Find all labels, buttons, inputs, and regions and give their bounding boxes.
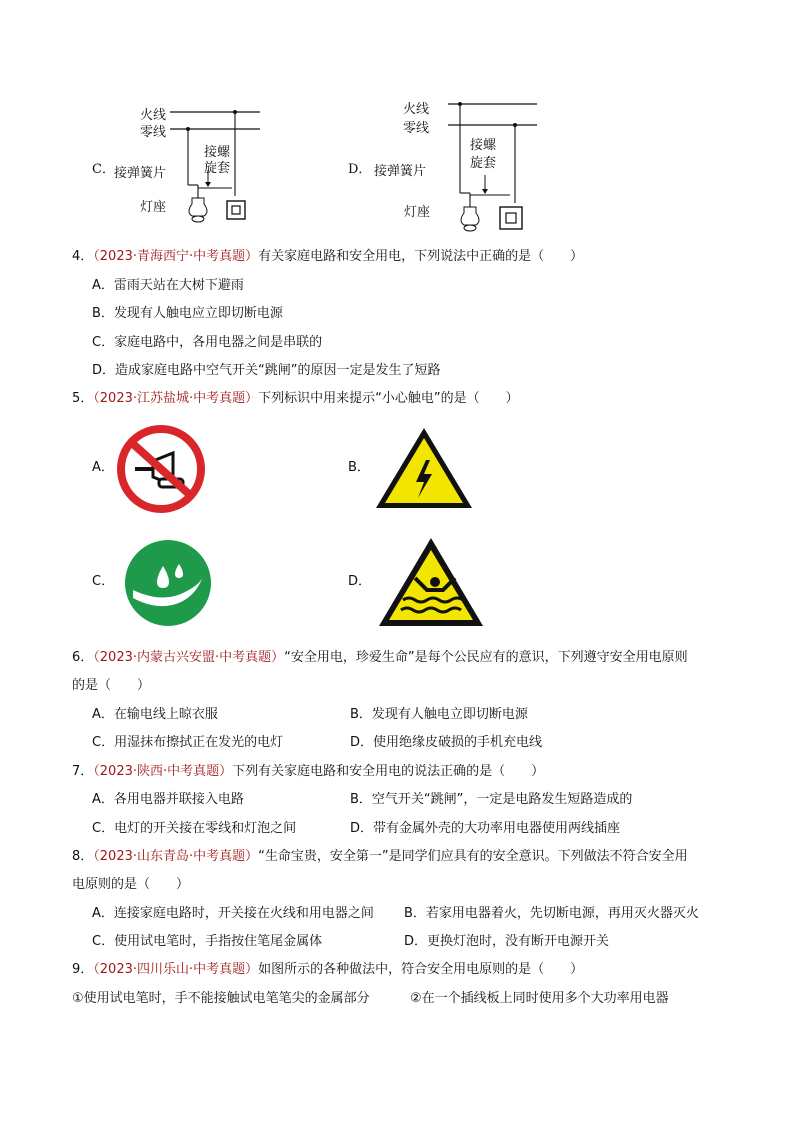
option-c: C．使用试电笔时，手指按住笔尾金属体 [92,934,323,949]
lamp-holder-label: 灯座 [404,205,431,220]
lamp-holder-label: 灯座 [140,200,167,215]
option-a: A．在输电线上晾衣服 [92,707,218,722]
question-source: （2023·山东青岛·中考真题） [93,849,259,864]
option-b: B．空气开关“跳闸”，一定是电路发生短路造成的 [350,792,633,807]
question-6-continued: 的是（ ） [72,678,151,693]
question-number: 6． [72,650,94,665]
statement-1: ①使用试电笔时，手不能接触试电笔笔尖的金属部分 [72,991,370,1006]
fire-wire-label: 火线 [140,108,167,123]
question-number: 4． [72,249,94,264]
spring-label: 接弹簧片 [114,166,167,181]
option-a: A．连接家庭电路时，开关接在火线和用电器之间 [92,906,374,921]
option-d: D．更换灯泡时，没有断开电源开关 [404,934,610,949]
question-source: （2023·陕西·中考真题） [93,764,233,779]
option-b: B．发现有人触电应立即切断电源 [92,306,283,321]
question-text: 下列有关家庭电路和安全用电的说法正确的是（ ） [232,764,545,779]
question-6 [72,649,688,667]
question-5 [72,390,519,408]
screw-label-2: 旋套 [204,161,231,176]
question-7 [72,763,544,781]
option-c: C．电灯的开关接在零线和灯泡之间 [92,821,297,836]
diagram-letter: C． [92,162,115,177]
option-b: B．发现有人触电立即切断电源 [350,707,528,722]
question-number: 7． [72,764,94,779]
question-4 [72,248,583,266]
option-c: C．用湿抹布擦拭正在发光的电灯 [92,735,284,750]
option-d: D．使用绝缘皮破损的手机充电线 [350,735,543,750]
option-a: A．各用电器并联接入电路 [92,792,244,807]
question-text: 有关家庭电路和安全用电，下列说法中正确的是（ ） [258,249,584,264]
option-a: A．雷雨天站在大树下避雨 [92,278,244,293]
question-9 [72,961,583,979]
question-text: “生命宝贵，安全第一”是同学们应具有的安全意识。下列做法不符合安全用 [258,849,688,864]
spring-label: 接弹簧片 [374,164,427,179]
zero-wire-label: 零线 [140,125,167,140]
circuit-diagram-c [160,100,270,228]
no-horn-sign-icon [115,423,207,515]
question-8-continued: 电原则的是（ ） [72,877,190,892]
diagram-letter: D． [348,162,372,177]
statement-2: ②在一个插线板上同时使用多个大功率用电器 [410,991,669,1006]
option-c: C．家庭电路中，各用电器之间是串联的 [92,335,323,350]
question-number: 5． [72,391,94,406]
question-text: 下列标识中用来提示“小心触电”的是（ ） [258,391,519,406]
option-c-label: C． [92,574,115,589]
zero-wire-label: 零线 [403,121,430,136]
drowning-warning-icon [375,534,487,630]
option-b-label: B． [348,460,370,475]
question-source: （2023·四川乐山·中考真题） [93,962,259,977]
option-b: B．若家用电器着火，先切断电源，再用灭火器灭火 [404,906,699,921]
screw-label-1: 接螺 [204,145,231,160]
question-number: 9． [72,962,94,977]
electric-shock-warning-icon [372,424,476,512]
screw-label-2: 旋套 [470,156,497,171]
option-d: D．带有金属外壳的大功率用电器使用两线插座 [350,821,621,836]
circuit-diagram-d [440,95,550,235]
question-8 [72,848,688,866]
question-source: （2023·青海西宁·中考真题） [93,249,259,264]
option-d: D．造成家庭电路中空气开关“跳闸”的原因一定是发生了短路 [92,363,441,378]
question-source: （2023·江苏盐城·中考真题） [93,391,259,406]
question-text: “安全用电，珍爱生命”是每个公民应有的意识，下列遵守安全用电原则 [284,650,688,665]
question-number: 8． [72,849,94,864]
question-text: 如图所示的各种做法中，符合安全用电原则的是（ ） [258,962,584,977]
option-d-label: D． [348,574,372,589]
option-a-label: A． [92,460,114,475]
fire-wire-label: 火线 [403,102,430,117]
screw-label-1: 接螺 [470,138,497,153]
question-source: （2023·内蒙古兴安盟·中考真题） [93,650,285,665]
water-saving-sign-icon [123,538,213,628]
